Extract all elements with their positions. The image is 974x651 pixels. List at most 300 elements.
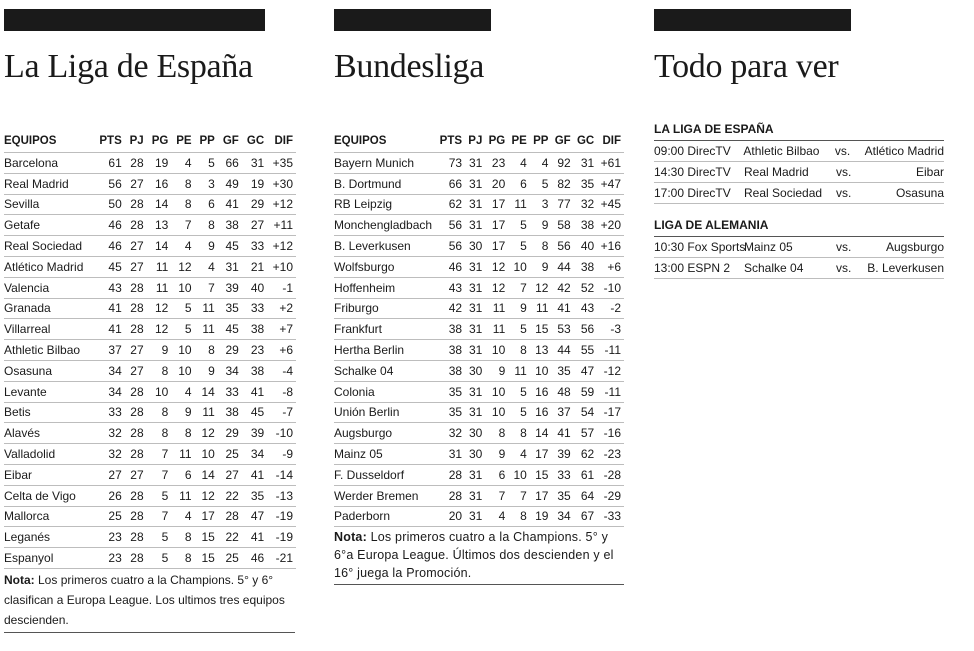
stat-cell: 46 — [94, 236, 125, 257]
table-row — [334, 194, 624, 215]
stat-cell: 17 — [530, 485, 552, 506]
laliga-standings-table — [4, 131, 296, 569]
stat-cell: 4 — [171, 381, 194, 402]
laliga-note-text: Los primeros cuatro a la Champions. 5° y 6° clasifican a Europa League. Los ultimos tres equipos descienden. — [4, 573, 285, 627]
stat-cell: 19 — [147, 153, 172, 174]
stat-cell: 29 — [218, 340, 242, 361]
table-row — [334, 256, 624, 277]
stat-cell: 15 — [530, 464, 552, 485]
stat-cell: +11 — [267, 215, 296, 236]
stat-cell: 3 — [530, 194, 552, 215]
table-row — [4, 423, 296, 444]
stat-cell: 5 — [508, 402, 530, 423]
stat-cell: 10 — [485, 402, 508, 423]
stat-cell: 33 — [94, 402, 125, 423]
column-header: PTS — [439, 134, 463, 147]
stat-cell: 9 — [508, 298, 530, 319]
stat-cell: 35 — [242, 485, 267, 506]
stat-cell: 7 — [171, 215, 194, 236]
stat-cell: +16 — [597, 236, 624, 257]
stat-cell: +35 — [267, 153, 296, 174]
stat-cell: 17 — [485, 236, 508, 257]
stat-cell: 4 — [195, 256, 218, 277]
team-name-cell: Getafe — [4, 215, 94, 236]
table-row — [4, 215, 296, 236]
stat-cell: 7 — [147, 464, 172, 485]
stat-cell: 39 — [242, 423, 267, 444]
match-time: 17:00 DirecTV — [654, 186, 731, 200]
stat-cell: 82 — [551, 173, 573, 194]
column-header: PE — [511, 134, 527, 147]
stat-cell: 56 — [574, 319, 598, 340]
stat-cell: -1 — [267, 277, 296, 298]
stat-cell: 28 — [436, 464, 465, 485]
stat-cell: 4 — [508, 153, 530, 174]
team-name-cell: Werder Bremen — [334, 485, 436, 506]
team-name-cell: Wolfsburgo — [334, 256, 436, 277]
team-name-cell: Frankfurt — [334, 319, 436, 340]
stat-cell: 45 — [242, 402, 267, 423]
stat-cell: 14 — [195, 381, 218, 402]
column-header: DIF — [274, 134, 293, 147]
column-header: PE — [176, 134, 192, 147]
team-name-cell: B. Dortmund — [334, 173, 436, 194]
stat-cell: 17 — [485, 215, 508, 236]
stat-cell: 39 — [551, 444, 573, 465]
stat-cell: -19 — [267, 506, 296, 527]
stat-cell: 7 — [195, 277, 218, 298]
stat-cell: +12 — [267, 194, 296, 215]
bundesliga-note-label: Nota: — [334, 530, 367, 544]
stat-cell: 27 — [94, 464, 125, 485]
stat-cell: 41 — [94, 319, 125, 340]
stat-cell: 27 — [218, 464, 242, 485]
stat-cell: 33 — [242, 236, 267, 257]
stat-cell: 31 — [465, 173, 485, 194]
stat-cell: 12 — [147, 298, 172, 319]
stat-cell: 28 — [125, 402, 147, 423]
stat-cell: 34 — [94, 381, 125, 402]
team-name-cell: Paderborn — [334, 506, 436, 527]
table-row — [334, 215, 624, 236]
stat-cell: 20 — [436, 506, 465, 527]
stat-cell: 28 — [125, 194, 147, 215]
column-header: PP — [533, 134, 549, 147]
stat-cell: 33 — [242, 298, 267, 319]
stat-cell: 35 — [551, 485, 573, 506]
stat-cell: 10 — [171, 277, 194, 298]
stat-cell: 5 — [530, 173, 552, 194]
table-row — [4, 340, 296, 361]
stat-cell: +2 — [267, 298, 296, 319]
bundesliga-title: Bundesliga — [334, 48, 484, 85]
stat-cell: 11 — [530, 298, 552, 319]
stat-cell: -14 — [267, 464, 296, 485]
stat-cell: 22 — [218, 527, 242, 548]
table-row — [4, 444, 296, 465]
team-name-cell: Villarreal — [4, 319, 94, 340]
stat-cell: 34 — [94, 360, 125, 381]
stat-cell: 23 — [485, 153, 508, 174]
stat-cell: -21 — [267, 548, 296, 569]
stat-cell: 6 — [508, 173, 530, 194]
stat-cell: 56 — [94, 173, 125, 194]
stat-cell: 30 — [465, 423, 485, 444]
stat-cell: +6 — [597, 256, 624, 277]
stat-cell: 28 — [125, 298, 147, 319]
laliga-note — [4, 570, 295, 633]
bundesliga-note-text: Los primeros cuatro a la Champions. 5° y 6°a Europa League. Últimos dos descienden y el 16° juega la Promoción. — [334, 530, 614, 580]
stat-cell: 7 — [508, 277, 530, 298]
stat-cell: 5 — [147, 548, 172, 569]
team-name-cell: Leganés — [4, 527, 94, 548]
stat-cell: 11 — [485, 319, 508, 340]
match-vs: vs. — [836, 240, 852, 254]
stat-cell: 4 — [485, 506, 508, 527]
column-header: GC — [246, 134, 265, 147]
stat-cell: +10 — [267, 256, 296, 277]
stat-cell: 41 — [242, 381, 267, 402]
team-name-cell: Atlético Madrid — [4, 256, 94, 277]
stat-cell: 32 — [574, 194, 598, 215]
stat-cell: 12 — [171, 256, 194, 277]
stat-cell: 38 — [218, 402, 242, 423]
stat-cell: 8 — [171, 548, 194, 569]
stat-cell: 28 — [125, 527, 147, 548]
stat-cell: 8 — [508, 506, 530, 527]
stat-cell: 35 — [551, 360, 573, 381]
stat-cell: -3 — [597, 319, 624, 340]
stat-cell: 10 — [147, 381, 172, 402]
stat-cell: -4 — [267, 360, 296, 381]
table-row — [334, 423, 624, 444]
stat-cell: 14 — [147, 194, 172, 215]
stat-cell: 28 — [125, 319, 147, 340]
team-name-cell: Granada — [4, 298, 94, 319]
column-header: GF — [554, 134, 571, 147]
laliga-header-bar — [4, 9, 265, 31]
stat-cell: 64 — [574, 485, 598, 506]
team-name-cell: Real Madrid — [4, 173, 94, 194]
stat-cell: 45 — [218, 319, 242, 340]
stat-cell: 66 — [436, 173, 465, 194]
stat-cell: 41 — [242, 464, 267, 485]
stat-cell: 4 — [171, 236, 194, 257]
stat-cell: 35 — [436, 402, 465, 423]
stat-cell: 38 — [574, 215, 598, 236]
stat-cell: 16 — [530, 381, 552, 402]
stat-cell: 77 — [551, 194, 573, 215]
stat-cell: 6 — [195, 194, 218, 215]
stat-cell: 11 — [147, 277, 172, 298]
stat-cell: -11 — [597, 381, 624, 402]
team-name-cell: B. Leverkusen — [334, 236, 436, 257]
stat-cell: 10 — [485, 381, 508, 402]
stat-cell: 7 — [485, 485, 508, 506]
stat-cell: 13 — [147, 215, 172, 236]
stat-cell: 41 — [551, 298, 573, 319]
table-row — [334, 360, 624, 381]
stat-cell: 21 — [242, 256, 267, 277]
team-name-cell: Athletic Bilbao — [4, 340, 94, 361]
stat-cell: 12 — [485, 277, 508, 298]
stat-cell: 31 — [465, 506, 485, 527]
table-row — [334, 464, 624, 485]
stat-cell: 28 — [125, 506, 147, 527]
table-row — [334, 319, 624, 340]
stat-cell: 28 — [436, 485, 465, 506]
stat-cell: 7 — [147, 444, 172, 465]
stat-cell: 40 — [242, 277, 267, 298]
table-row — [4, 548, 296, 569]
stat-cell: -10 — [597, 277, 624, 298]
stat-cell: 5 — [171, 298, 194, 319]
match-vs: vs. — [836, 165, 852, 179]
stat-cell: 28 — [125, 548, 147, 569]
stat-cell: 42 — [436, 298, 465, 319]
stat-cell: 6 — [485, 464, 508, 485]
stat-cell: 62 — [436, 194, 465, 215]
stat-cell: 3 — [195, 173, 218, 194]
stat-cell: 4 — [530, 153, 552, 174]
stat-cell: 11 — [508, 194, 530, 215]
stat-cell: 25 — [218, 444, 242, 465]
stat-cell: -29 — [597, 485, 624, 506]
stat-cell: 28 — [125, 423, 147, 444]
stat-cell: 11 — [171, 444, 194, 465]
stat-cell: 28 — [125, 215, 147, 236]
stat-cell: 31 — [465, 215, 485, 236]
stat-cell: 8 — [195, 215, 218, 236]
stat-cell: 27 — [125, 173, 147, 194]
stat-cell: -8 — [267, 381, 296, 402]
team-name-cell: F. Dusseldorf — [334, 464, 436, 485]
bundesliga-standings-table — [334, 131, 624, 527]
match-row — [654, 258, 944, 279]
stat-cell: 28 — [125, 153, 147, 174]
stat-cell: 6 — [171, 464, 194, 485]
table-row — [4, 506, 296, 527]
stat-cell: 8 — [508, 423, 530, 444]
match-row — [654, 237, 944, 258]
schedule-section-laliga — [654, 122, 944, 204]
match-row — [654, 162, 944, 183]
stat-cell: 15 — [530, 319, 552, 340]
stat-cell: 10 — [530, 360, 552, 381]
bundesliga-note — [334, 528, 624, 585]
team-name-cell: Barcelona — [4, 153, 94, 174]
stat-cell: 5 — [508, 381, 530, 402]
stat-cell: 53 — [551, 319, 573, 340]
table-row — [334, 173, 624, 194]
team-name-cell: Valladolid — [4, 444, 94, 465]
stat-cell: 44 — [551, 256, 573, 277]
stat-cell: 43 — [436, 277, 465, 298]
stat-cell: 31 — [465, 194, 485, 215]
stat-cell: 12 — [195, 423, 218, 444]
stat-cell: 48 — [551, 381, 573, 402]
match-away: Eibar — [915, 165, 944, 179]
team-name-cell: Augsburgo — [334, 423, 436, 444]
stat-cell: 8 — [147, 402, 172, 423]
stat-cell: 27 — [125, 236, 147, 257]
schedule-section-bundesliga — [654, 218, 944, 279]
stat-cell: 31 — [465, 485, 485, 506]
stat-cell: 16 — [530, 402, 552, 423]
match-away: Atlético Madrid — [864, 144, 945, 158]
table-row — [4, 319, 296, 340]
stat-cell: 66 — [218, 153, 242, 174]
table-row — [334, 298, 624, 319]
stat-cell: -33 — [597, 506, 624, 527]
stat-cell: 61 — [94, 153, 125, 174]
team-name-cell: Alavés — [4, 423, 94, 444]
stat-cell: 11 — [147, 256, 172, 277]
stat-cell: 38 — [436, 340, 465, 361]
team-name-cell: Hoffenheim — [334, 277, 436, 298]
table-row — [334, 444, 624, 465]
stat-cell: 11 — [485, 298, 508, 319]
stat-cell: 46 — [436, 256, 465, 277]
stat-cell: 31 — [574, 153, 598, 174]
stat-cell: 31 — [465, 277, 485, 298]
stat-cell: 10 — [485, 340, 508, 361]
stat-cell: 58 — [551, 215, 573, 236]
stat-cell: +20 — [597, 215, 624, 236]
table-row — [4, 527, 296, 548]
stat-cell: 25 — [218, 548, 242, 569]
column-header: EQUIPOS — [334, 134, 387, 147]
stat-cell: 45 — [218, 236, 242, 257]
stat-cell: 14 — [530, 423, 552, 444]
stat-cell: 67 — [574, 506, 598, 527]
table-row — [334, 277, 624, 298]
stat-cell: 11 — [195, 402, 218, 423]
table-row — [334, 153, 624, 174]
table-row — [4, 360, 296, 381]
stat-cell: +45 — [597, 194, 624, 215]
stat-cell: 56 — [436, 236, 465, 257]
stat-cell: 22 — [218, 485, 242, 506]
stat-cell: 47 — [242, 506, 267, 527]
stat-cell: 37 — [94, 340, 125, 361]
stat-cell: 44 — [551, 340, 573, 361]
stat-cell: 27 — [242, 215, 267, 236]
stat-cell: 29 — [242, 194, 267, 215]
stat-cell: 23 — [94, 548, 125, 569]
stat-cell: 8 — [171, 423, 194, 444]
stat-cell: 56 — [551, 236, 573, 257]
laliga-title: La Liga de España — [4, 48, 253, 85]
stat-cell: 8 — [195, 340, 218, 361]
team-name-cell: Celta de Vigo — [4, 485, 94, 506]
table-row — [4, 153, 296, 174]
stat-cell: +12 — [267, 236, 296, 257]
stat-cell: 38 — [574, 256, 598, 277]
stat-cell: 31 — [465, 402, 485, 423]
stat-cell: 28 — [218, 506, 242, 527]
stat-cell: 5 — [147, 527, 172, 548]
stat-cell: 4 — [171, 153, 194, 174]
team-name-cell: RB Leipzig — [334, 194, 436, 215]
stat-cell: 28 — [125, 485, 147, 506]
stat-cell: 9 — [171, 402, 194, 423]
stat-cell: 15 — [195, 527, 218, 548]
match-vs: vs. — [836, 261, 852, 275]
stat-cell: 12 — [195, 485, 218, 506]
stat-cell: 55 — [574, 340, 598, 361]
table-row — [334, 506, 624, 527]
stat-cell: 35 — [436, 381, 465, 402]
stat-cell: 31 — [436, 444, 465, 465]
stat-cell: 11 — [195, 319, 218, 340]
table-row — [4, 256, 296, 277]
stat-cell: -16 — [597, 423, 624, 444]
stat-cell: 10 — [508, 256, 530, 277]
stat-cell: 9 — [195, 360, 218, 381]
match-home: Real Sociedad — [744, 186, 823, 200]
table-row — [4, 298, 296, 319]
bundesliga-header-row — [334, 131, 624, 153]
stat-cell: 45 — [94, 256, 125, 277]
stat-cell: 13 — [530, 340, 552, 361]
match-home: Mainz 05 — [744, 240, 793, 254]
stat-cell: 52 — [574, 277, 598, 298]
stat-cell: 9 — [485, 360, 508, 381]
stat-cell: 9 — [530, 215, 552, 236]
stat-cell: 17 — [195, 506, 218, 527]
team-name-cell: Mainz 05 — [334, 444, 436, 465]
stat-cell: 61 — [574, 464, 598, 485]
stat-cell: 42 — [551, 277, 573, 298]
stat-cell: 9 — [530, 256, 552, 277]
stat-cell: 41 — [218, 194, 242, 215]
stat-cell: -23 — [597, 444, 624, 465]
team-name-cell: Friburgo — [334, 298, 436, 319]
stat-cell: 46 — [94, 215, 125, 236]
stat-cell: +6 — [267, 340, 296, 361]
team-name-cell: Hertha Berlin — [334, 340, 436, 361]
column-header: PP — [199, 134, 215, 147]
stat-cell: 5 — [147, 485, 172, 506]
column-header: GC — [576, 134, 595, 147]
stat-cell: 26 — [94, 485, 125, 506]
column-header: EQUIPOS — [4, 134, 57, 147]
stat-cell: 32 — [94, 423, 125, 444]
stat-cell: 28 — [125, 277, 147, 298]
stat-cell: +7 — [267, 319, 296, 340]
stat-cell: 37 — [551, 402, 573, 423]
match-time: 14:30 DirecTV — [654, 165, 731, 179]
match-row — [654, 183, 944, 204]
stat-cell: 4 — [508, 444, 530, 465]
stat-cell: 31 — [242, 153, 267, 174]
stat-cell: 43 — [574, 298, 598, 319]
stat-cell: 54 — [574, 402, 598, 423]
stat-cell: 9 — [195, 236, 218, 257]
match-time: 10:30 Fox Sports — [654, 240, 746, 254]
stat-cell: 31 — [465, 340, 485, 361]
stat-cell: 32 — [94, 444, 125, 465]
stat-cell: 41 — [94, 298, 125, 319]
stat-cell: 30 — [465, 444, 485, 465]
schedule-section-title: LIGA DE ALEMANIA — [654, 218, 944, 237]
stat-cell: 14 — [147, 236, 172, 257]
stat-cell: -7 — [267, 402, 296, 423]
stat-cell: 28 — [125, 444, 147, 465]
table-row — [334, 340, 624, 361]
stat-cell: 34 — [551, 506, 573, 527]
